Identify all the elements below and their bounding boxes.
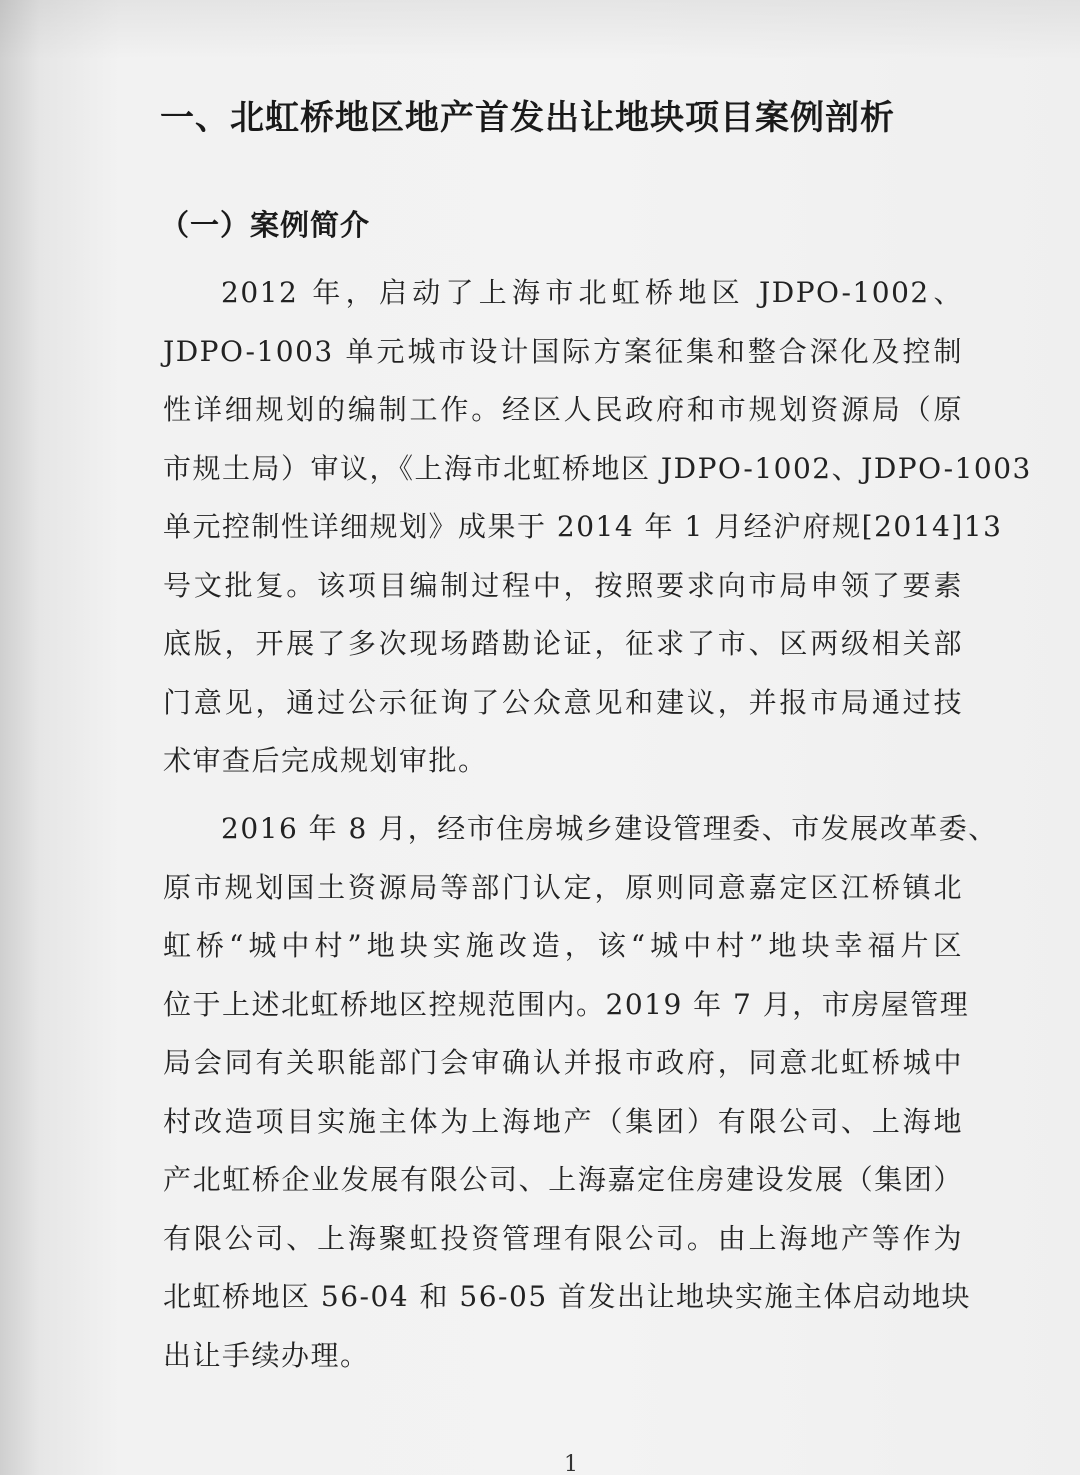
paragraph-line: 局会同有关职能部门会审确认并报市政府，同意北虹桥城中 xyxy=(163,1046,963,1079)
paragraph-line: 底版，开展了多次现场踏勘论证，征求了市、区两级相关部 xyxy=(163,627,963,660)
paragraph-line: 产北虹桥企业发展有限公司、上海嘉定住房建设发展（集团） xyxy=(163,1163,963,1196)
paragraph-line: 号文批复。该项目编制过程中，按照要求向市局申领了要素 xyxy=(163,568,963,602)
page-number: 1 xyxy=(564,1452,578,1475)
paragraph-line: 北虹桥地区 56-04 和 56-05 首发出让地块实施主体启动地块 xyxy=(163,1280,972,1313)
paragraph-line: JDPO-1003 单元城市设计国际方案征集和整合深化及控制 xyxy=(163,334,963,368)
paragraph-line: 村改造项目实施主体为上海地产（集团）有限公司、上海地 xyxy=(163,1104,963,1138)
paragraph-line: 有限公司、上海聚虹投资管理有限公司。由上海地产等作为 xyxy=(163,1221,963,1255)
paragraph-line: 2016 年 8 月，经市住房城乡建设管理委、市发展改革委、 xyxy=(221,812,998,845)
page-shadow xyxy=(0,0,1080,60)
paragraph-line: 市规土局）审议，《上海市北虹桥地区 JDPO-1002、JDPO-1003 xyxy=(163,451,1032,485)
paragraph-line: 术审查后完成规划审批。 xyxy=(163,744,488,777)
paragraph-line: 2012 年，启动了上海市北虹桥地区 JDPO-1002、 xyxy=(221,276,963,309)
section-heading: 一、北虹桥地区地产首发出让地块项目案例剖析 xyxy=(160,98,895,138)
paragraph-line: 性详细规划的编制工作。经区人民政府和市规划资源局（原 xyxy=(163,393,963,426)
paragraph-line: 单元控制性详细规划》成果于 2014 年 1 月经沪府规[2014]13 xyxy=(163,510,1003,543)
paragraph-case-intro-2 xyxy=(163,800,998,1385)
paragraph-line: 原市规划国土资源局等部门认定，原则同意嘉定区江桥镇北 xyxy=(163,870,963,904)
subsection-heading: （一）案例简介 xyxy=(160,208,371,242)
paragraph-line: 虹桥“城中村”地块实施改造，该“城中村”地块幸福片区 xyxy=(163,929,963,962)
paragraph-line: 位于上述北虹桥地区控规范围内。2019 年 7 月，市房屋管理 xyxy=(163,987,970,1021)
paragraph-line: 出让手续办理。 xyxy=(163,1338,370,1372)
paragraph-line: 门意见，通过公示征询了公众意见和建议，并报市局通过技 xyxy=(163,685,963,719)
paragraph-case-intro-1 xyxy=(163,264,1032,791)
